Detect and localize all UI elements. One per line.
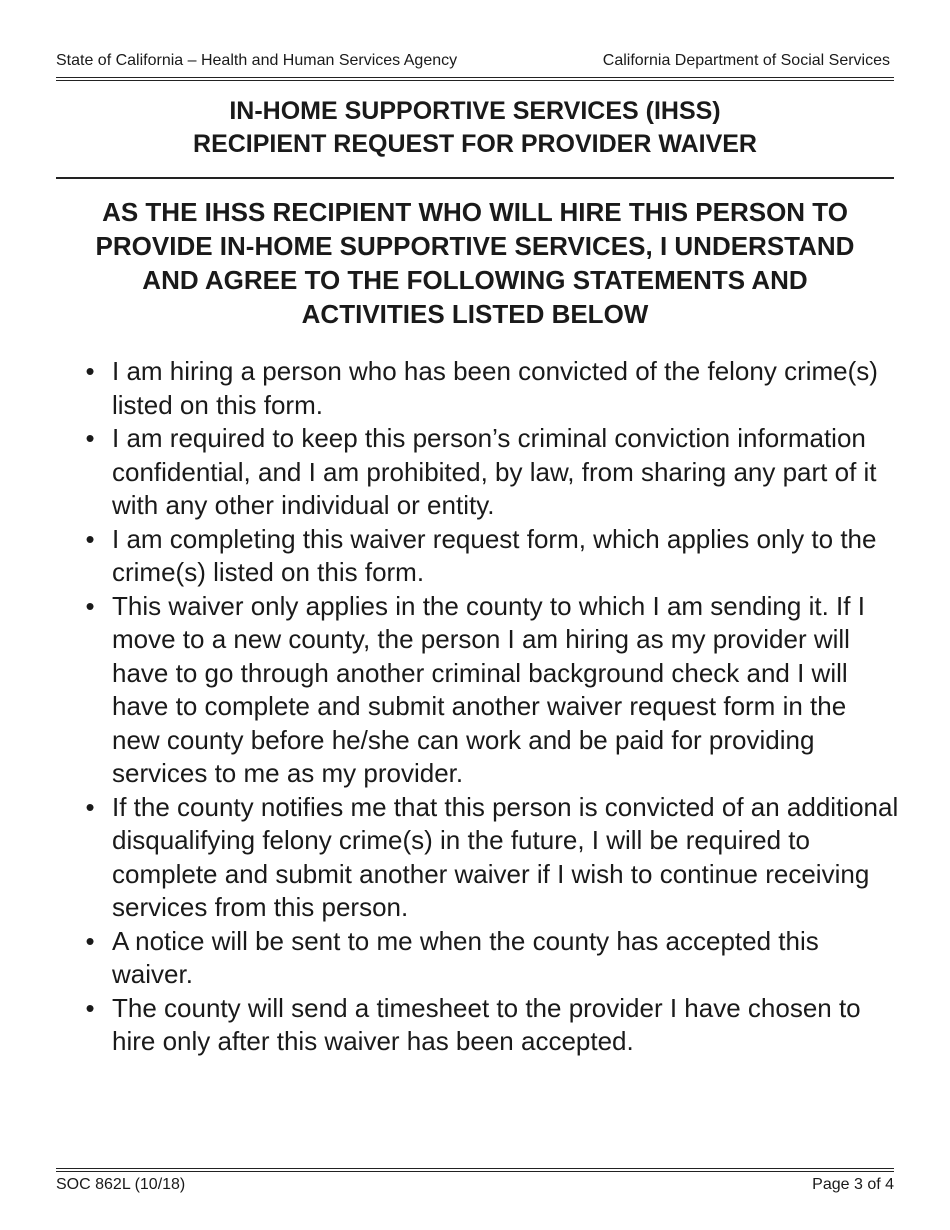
statement-item (80, 523, 900, 590)
form-title-line-2: RECIPIENT REQUEST FOR PROVIDER WAIVER (193, 130, 757, 158)
title-divider (56, 177, 894, 179)
form-number: SOC 862L (10/18) (56, 1176, 186, 1193)
statement-text: A notice will be sent to me when the county has accepted this waiver. (112, 925, 819, 989)
bullet-icon: • (85, 356, 95, 386)
statement-text: If the county notifies me that this person is convicted of an additional disqualifying felony crime(s) in the future, I will be required to complete and submit another waiver if I wish to continue receiving services from this person. (112, 791, 899, 922)
acknowledgment-heading-line-3: AND AGREE TO THE FOLLOWING STATEMENTS AND (142, 265, 808, 295)
bullet-icon: • (85, 992, 95, 1023)
statement-text: The county will send a timesheet to the provider I have chosen to hire only after this waiver has been accepted. (112, 992, 861, 1056)
statement-list (80, 355, 900, 1059)
bullet-icon: • (85, 423, 95, 453)
acknowledgment-heading-line-1: AS THE IHSS RECIPIENT WHO WILL HIRE THIS PERSON TO (102, 197, 848, 227)
header-divider (56, 77, 894, 81)
statement-text: I am completing this waiver request form, which applies only to the crime(s) listed on this form. (112, 523, 877, 587)
form-title-line-1: IN-HOME SUPPORTIVE SERVICES (IHSS) (229, 97, 721, 125)
statement-item (80, 925, 900, 992)
page-header (56, 52, 890, 74)
statement-text: This waiver only applies in the county to which I am sending it. If I move to a new county, the person I am hiring as my provider will have to go through another criminal background check and I will have to complete and submit another waiver request form in the new county before he/she can work and be paid for providing services to me as my provider. (112, 590, 865, 788)
statement-item (80, 355, 900, 422)
acknowledgment-heading-line-2: PROVIDE IN-HOME SUPPORTIVE SERVICES, I UNDERSTAND (95, 231, 855, 261)
acknowledgment-heading-line-4: ACTIVITIES LISTED BELOW (301, 299, 649, 329)
page-number: Page 3 of 4 (812, 1176, 894, 1193)
acknowledgment-heading (56, 195, 894, 331)
page-footer (56, 1176, 894, 1198)
bullet-icon: • (85, 523, 95, 554)
agency-name: State of California – Health and Human Services Agency (56, 52, 458, 69)
statement-item (80, 992, 900, 1059)
statement-item (80, 791, 900, 925)
form-title (56, 95, 894, 161)
department-name: California Department of Social Services (602, 52, 890, 69)
footer-divider (56, 1168, 894, 1172)
statement-item (80, 590, 900, 791)
bullet-icon: • (85, 590, 95, 621)
statement-text: I am required to keep this person’s criminal conviction information confidential, and I am prohibited, by law, from sharing any part of it with any other individual or entity. (112, 423, 877, 520)
statement-text: I am hiring a person who has been convicted of the felony crime(s) listed on this form. (112, 356, 878, 420)
bullet-icon: • (85, 791, 95, 822)
bullet-icon: • (85, 925, 95, 956)
statement-item (80, 422, 900, 523)
